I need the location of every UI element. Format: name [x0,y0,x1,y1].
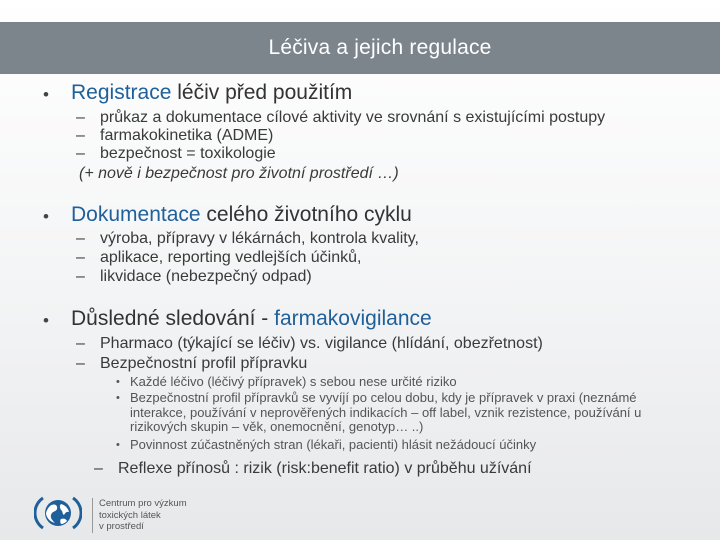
section1-heading [43,81,353,105]
section3-last-item: – Reflexe přínosů : rizik (risk:benefit ratio) v průběhu užívání [94,460,532,477]
section1-heading-accent: Registrace [71,81,172,104]
globe-logo-icon [34,492,82,534]
bullet-icon: • [43,85,49,104]
bullet-icon: • [43,207,49,226]
section2-heading [43,203,412,227]
section1-item-3: – bezpečnost = toxikologie [76,145,276,162]
section2-heading-accent: Dokumentace [71,203,201,226]
section3-item-2: – Bezpečnostní profil přípravku [76,355,308,372]
section2-heading-rest: celého životního cyklu [200,203,412,226]
slide-title: Léčiva a jejich regulace [268,36,492,59]
section3-heading-rest: Důsledné sledování - [71,307,275,330]
section2-item-1: – výroba, přípravy v lékárnách, kontrola kvality, [76,230,419,247]
section1-item-2: – farmakokinetika (ADME) [76,127,274,144]
section2-item-3: – likvidace (nebezpečný odpad) [76,268,312,285]
section3-heading-accent: farmakovigilance [274,307,432,330]
section3-item-1: – Pharmaco (týkající se léčiv) vs. vigilance (hlídání, obezřetnost) [76,335,543,352]
section3-subitem-3: • Povinnost zúčastněných stran (lékaři, pacienti) hlásit nežádoucí účinky [116,437,537,452]
section1-heading-rest: léčiv před použitím [171,81,353,104]
section1-item-1: – průkaz a dokumentace cílové aktivity ve srovnání s existujícími postupy [76,109,606,126]
section3-subitem-2: • Bezpečnostní profil přípravků se vyvíjí po celou dobu, kdy je přípravek v praxi (neznámé interakce, používání v neprověřených indikacích – off label, vznik rezistence, používání u rizikových skupin – věk, onemocnění, genotyp… ..) [116,390,642,434]
section3-subitem-1: • Každé léčivo (léčivý přípravek) s sebou nese určité riziko [116,374,457,389]
section2-item-2: – aplikace, reporting vedlejších účinků, [76,249,362,266]
section3-heading [43,307,432,331]
section1-note: (+ nově i bezpečnost pro životní prostředí …) [79,165,399,182]
logo-text: Centrum pro výzkum toxických látek v prostředí [92,498,187,533]
bullet-icon: • [43,311,49,330]
